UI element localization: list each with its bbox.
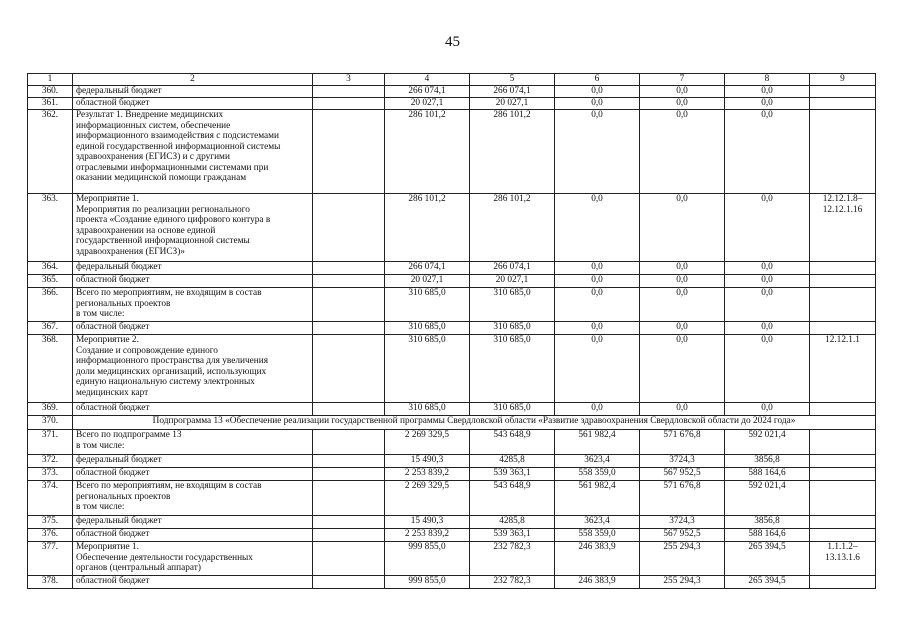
row-number-cell: 376.	[28, 529, 73, 542]
table-row	[28, 516, 876, 529]
year-2024-cell: 0,0	[725, 335, 810, 403]
table-row	[28, 288, 876, 322]
table-body	[28, 74, 876, 589]
target-indicator-cell	[810, 529, 876, 542]
column-header: 9	[810, 74, 876, 86]
table-row	[28, 403, 876, 416]
year-2023-cell: 0,0	[640, 322, 725, 335]
table-row	[28, 542, 876, 576]
total-amount-cell: 2 253 839,2	[385, 468, 470, 481]
subprogram-title-cell: Подпрограмма 13 «Обеспечение реализации государственной программы Свердловской области «Развитие здравоохранения Свердловской области до 2024 года»	[73, 416, 876, 430]
year-2024-cell: 0,0	[725, 322, 810, 335]
year-2021-cell: 543 648,9	[470, 430, 555, 455]
year-2023-cell: 255 294,3	[640, 576, 725, 589]
description-cell: федеральный бюджет	[73, 86, 313, 98]
table-row	[28, 529, 876, 542]
column-3-cell	[313, 86, 385, 98]
year-2021-cell: 539 363,1	[470, 529, 555, 542]
year-2022-cell: 0,0	[555, 262, 640, 275]
column-3-cell	[313, 275, 385, 288]
column-header: 7	[640, 74, 725, 86]
year-2024-cell: 265 394,5	[725, 576, 810, 589]
year-2022-cell: 561 982,4	[555, 430, 640, 455]
row-number-cell: 369.	[28, 403, 73, 416]
column-3-cell	[313, 403, 385, 416]
column-3-cell	[313, 430, 385, 455]
year-2024-cell: 0,0	[725, 288, 810, 322]
description-cell: Мероприятие 1. Обеспечение деятельности государственных органов (центральный аппарат)	[73, 542, 313, 576]
column-3-cell	[313, 542, 385, 576]
row-number-cell: 377.	[28, 542, 73, 576]
year-2021-cell: 266 074,1	[470, 86, 555, 98]
column-3-cell	[313, 529, 385, 542]
year-2022-cell: 0,0	[555, 322, 640, 335]
year-2021-cell: 286 101,2	[470, 194, 555, 262]
year-2024-cell: 588 164,6	[725, 468, 810, 481]
table-row	[28, 98, 876, 110]
year-2023-cell: 571 676,8	[640, 481, 725, 516]
total-amount-cell: 286 101,2	[385, 194, 470, 262]
target-indicator-cell	[810, 481, 876, 516]
year-2024-cell: 0,0	[725, 275, 810, 288]
total-amount-cell: 20 027,1	[385, 98, 470, 110]
table-row	[28, 481, 876, 516]
year-2024-cell: 0,0	[725, 110, 810, 194]
total-amount-cell: 15 490,3	[385, 516, 470, 529]
description-cell: областной бюджет	[73, 468, 313, 481]
year-2023-cell: 3724,3	[640, 455, 725, 468]
target-indicator-cell	[810, 576, 876, 589]
year-2022-cell: 3623,4	[555, 455, 640, 468]
year-2023-cell: 0,0	[640, 86, 725, 98]
table-row	[28, 275, 876, 288]
column-3-cell	[313, 335, 385, 403]
year-2024-cell: 265 394,5	[725, 542, 810, 576]
subprogram-header-row	[28, 416, 876, 430]
year-2024-cell: 0,0	[725, 194, 810, 262]
year-2022-cell: 3623,4	[555, 516, 640, 529]
description-cell: областной бюджет	[73, 529, 313, 542]
year-2021-cell: 543 648,9	[470, 481, 555, 516]
year-2022-cell: 0,0	[555, 403, 640, 416]
description-cell: областной бюджет	[73, 98, 313, 110]
total-amount-cell: 310 685,0	[385, 335, 470, 403]
target-indicator-cell	[810, 288, 876, 322]
target-indicator-cell	[810, 430, 876, 455]
year-2023-cell: 0,0	[640, 403, 725, 416]
year-2024-cell: 3856,8	[725, 516, 810, 529]
year-2023-cell: 0,0	[640, 275, 725, 288]
target-indicator-cell	[810, 98, 876, 110]
total-amount-cell: 15 490,3	[385, 455, 470, 468]
year-2023-cell: 0,0	[640, 110, 725, 194]
description-cell: областной бюджет	[73, 403, 313, 416]
year-2022-cell: 0,0	[555, 194, 640, 262]
target-indicator-cell	[810, 468, 876, 481]
column-header-row	[28, 74, 876, 86]
column-3-cell	[313, 322, 385, 335]
row-number-cell: 365.	[28, 275, 73, 288]
year-2023-cell: 0,0	[640, 288, 725, 322]
year-2021-cell: 20 027,1	[470, 98, 555, 110]
year-2022-cell: 246 383,9	[555, 542, 640, 576]
year-2022-cell: 558 359,0	[555, 468, 640, 481]
total-amount-cell: 266 074,1	[385, 86, 470, 98]
year-2021-cell: 286 101,2	[470, 110, 555, 194]
table-row	[28, 322, 876, 335]
row-number-cell: 360.	[28, 86, 73, 98]
column-3-cell	[313, 110, 385, 194]
target-indicator-cell: 1.1.1.2– 13.13.1.6	[810, 542, 876, 576]
year-2023-cell: 0,0	[640, 194, 725, 262]
description-cell: федеральный бюджет	[73, 516, 313, 529]
total-amount-cell: 310 685,0	[385, 322, 470, 335]
year-2021-cell: 232 782,3	[470, 576, 555, 589]
total-amount-cell: 20 027,1	[385, 275, 470, 288]
row-number-cell: 361.	[28, 98, 73, 110]
total-amount-cell: 999 855,0	[385, 542, 470, 576]
column-header: 3	[313, 74, 385, 86]
year-2024-cell: 592 021,4	[725, 481, 810, 516]
target-indicator-cell	[810, 403, 876, 416]
total-amount-cell: 286 101,2	[385, 110, 470, 194]
year-2021-cell: 310 685,0	[470, 335, 555, 403]
target-indicator-cell	[810, 275, 876, 288]
column-3-cell	[313, 576, 385, 589]
row-number-cell: 374.	[28, 481, 73, 516]
year-2022-cell: 561 982,4	[555, 481, 640, 516]
column-3-cell	[313, 468, 385, 481]
year-2022-cell: 0,0	[555, 86, 640, 98]
row-number-cell: 371.	[28, 430, 73, 455]
year-2021-cell: 4285,8	[470, 516, 555, 529]
table-row	[28, 455, 876, 468]
target-indicator-cell	[810, 110, 876, 194]
row-number-cell: 375.	[28, 516, 73, 529]
year-2022-cell: 246 383,9	[555, 576, 640, 589]
description-cell: Всего по мероприятиям, не входящим в состав региональных проектов в том числе:	[73, 481, 313, 516]
year-2023-cell: 0,0	[640, 262, 725, 275]
table-row	[28, 468, 876, 481]
year-2021-cell: 20 027,1	[470, 275, 555, 288]
year-2022-cell: 0,0	[555, 110, 640, 194]
target-indicator-cell: 12.12.1.8– 12.12.1.16	[810, 194, 876, 262]
description-cell: областной бюджет	[73, 322, 313, 335]
row-number-cell: 378.	[28, 576, 73, 589]
column-header: 4	[385, 74, 470, 86]
page-number: 45	[445, 34, 460, 50]
description-cell: областной бюджет	[73, 275, 313, 288]
target-indicator-cell	[810, 516, 876, 529]
year-2023-cell: 255 294,3	[640, 542, 725, 576]
table-row	[28, 86, 876, 98]
description-cell: Всего по подпрограмме 13 в том числе:	[73, 430, 313, 455]
column-3-cell	[313, 516, 385, 529]
year-2021-cell: 232 782,3	[470, 542, 555, 576]
total-amount-cell: 2 269 329,5	[385, 430, 470, 455]
row-number-cell: 366.	[28, 288, 73, 322]
row-number-cell: 368.	[28, 335, 73, 403]
target-indicator-cell	[810, 262, 876, 275]
table-row	[28, 194, 876, 262]
year-2024-cell: 0,0	[725, 98, 810, 110]
column-header: 8	[725, 74, 810, 86]
total-amount-cell: 310 685,0	[385, 403, 470, 416]
column-header: 1	[28, 74, 73, 86]
column-3-cell	[313, 481, 385, 516]
year-2023-cell: 567 952,5	[640, 529, 725, 542]
row-number-cell: 364.	[28, 262, 73, 275]
total-amount-cell: 310 685,0	[385, 288, 470, 322]
year-2022-cell: 0,0	[555, 335, 640, 403]
year-2022-cell: 0,0	[555, 275, 640, 288]
description-cell: Мероприятие 2. Создание и сопровождение единого информационного пространства для увеличения доли медицинских организаций, использующих единую национальную систему электронных медицинских карт	[73, 335, 313, 403]
description-cell: Мероприятие 1. Мероприятия по реализации регионального проекта «Создание единого цифрового контура в здравоохранении на основе единой государственной информационной системы здравоохранения (ЕГИСЗ)»	[73, 194, 313, 262]
target-indicator-cell: 12.12.1.1	[810, 335, 876, 403]
year-2024-cell: 3856,8	[725, 455, 810, 468]
table-row	[28, 335, 876, 403]
column-3-cell	[313, 194, 385, 262]
description-cell: областной бюджет	[73, 576, 313, 589]
budget-table	[27, 73, 876, 589]
year-2022-cell: 0,0	[555, 288, 640, 322]
year-2023-cell: 3724,3	[640, 516, 725, 529]
column-header: 2	[73, 74, 313, 86]
year-2023-cell: 571 676,8	[640, 430, 725, 455]
table-row	[28, 576, 876, 589]
total-amount-cell: 266 074,1	[385, 262, 470, 275]
total-amount-cell: 999 855,0	[385, 576, 470, 589]
year-2021-cell: 310 685,0	[470, 403, 555, 416]
year-2021-cell: 310 685,0	[470, 288, 555, 322]
description-cell: Результат 1. Внедрение медицинских информационных систем, обеспечение информационного взаимодействия с подсистемами единой государственной информационной системы здравоохранения (ЕГИСЗ) и с другими отраслевыми информационными системами при оказании медицинской помощи гражданам	[73, 110, 313, 194]
year-2024-cell: 0,0	[725, 86, 810, 98]
target-indicator-cell	[810, 86, 876, 98]
row-number-cell: 363.	[28, 194, 73, 262]
row-number-cell: 373.	[28, 468, 73, 481]
year-2022-cell: 0,0	[555, 98, 640, 110]
description-cell: Всего по мероприятиям, не входящим в состав региональных проектов в том числе:	[73, 288, 313, 322]
target-indicator-cell	[810, 455, 876, 468]
year-2024-cell: 0,0	[725, 403, 810, 416]
table-row	[28, 430, 876, 455]
row-number-cell: 372.	[28, 455, 73, 468]
column-3-cell	[313, 262, 385, 275]
year-2021-cell: 539 363,1	[470, 468, 555, 481]
year-2021-cell: 266 074,1	[470, 262, 555, 275]
row-number-cell: 370.	[28, 416, 73, 430]
table-row	[28, 262, 876, 275]
year-2024-cell: 588 164,6	[725, 529, 810, 542]
column-3-cell	[313, 455, 385, 468]
target-indicator-cell	[810, 322, 876, 335]
year-2022-cell: 558 359,0	[555, 529, 640, 542]
column-header: 5	[470, 74, 555, 86]
year-2021-cell: 310 685,0	[470, 322, 555, 335]
year-2023-cell: 567 952,5	[640, 468, 725, 481]
total-amount-cell: 2 269 329,5	[385, 481, 470, 516]
column-header: 6	[555, 74, 640, 86]
row-number-cell: 362.	[28, 110, 73, 194]
year-2024-cell: 592 021,4	[725, 430, 810, 455]
total-amount-cell: 2 253 839,2	[385, 529, 470, 542]
description-cell: федеральный бюджет	[73, 455, 313, 468]
column-3-cell	[313, 288, 385, 322]
year-2024-cell: 0,0	[725, 262, 810, 275]
year-2023-cell: 0,0	[640, 98, 725, 110]
description-cell: федеральный бюджет	[73, 262, 313, 275]
year-2023-cell: 0,0	[640, 335, 725, 403]
column-3-cell	[313, 98, 385, 110]
year-2021-cell: 4285,8	[470, 455, 555, 468]
table-row	[28, 110, 876, 194]
row-number-cell: 367.	[28, 322, 73, 335]
